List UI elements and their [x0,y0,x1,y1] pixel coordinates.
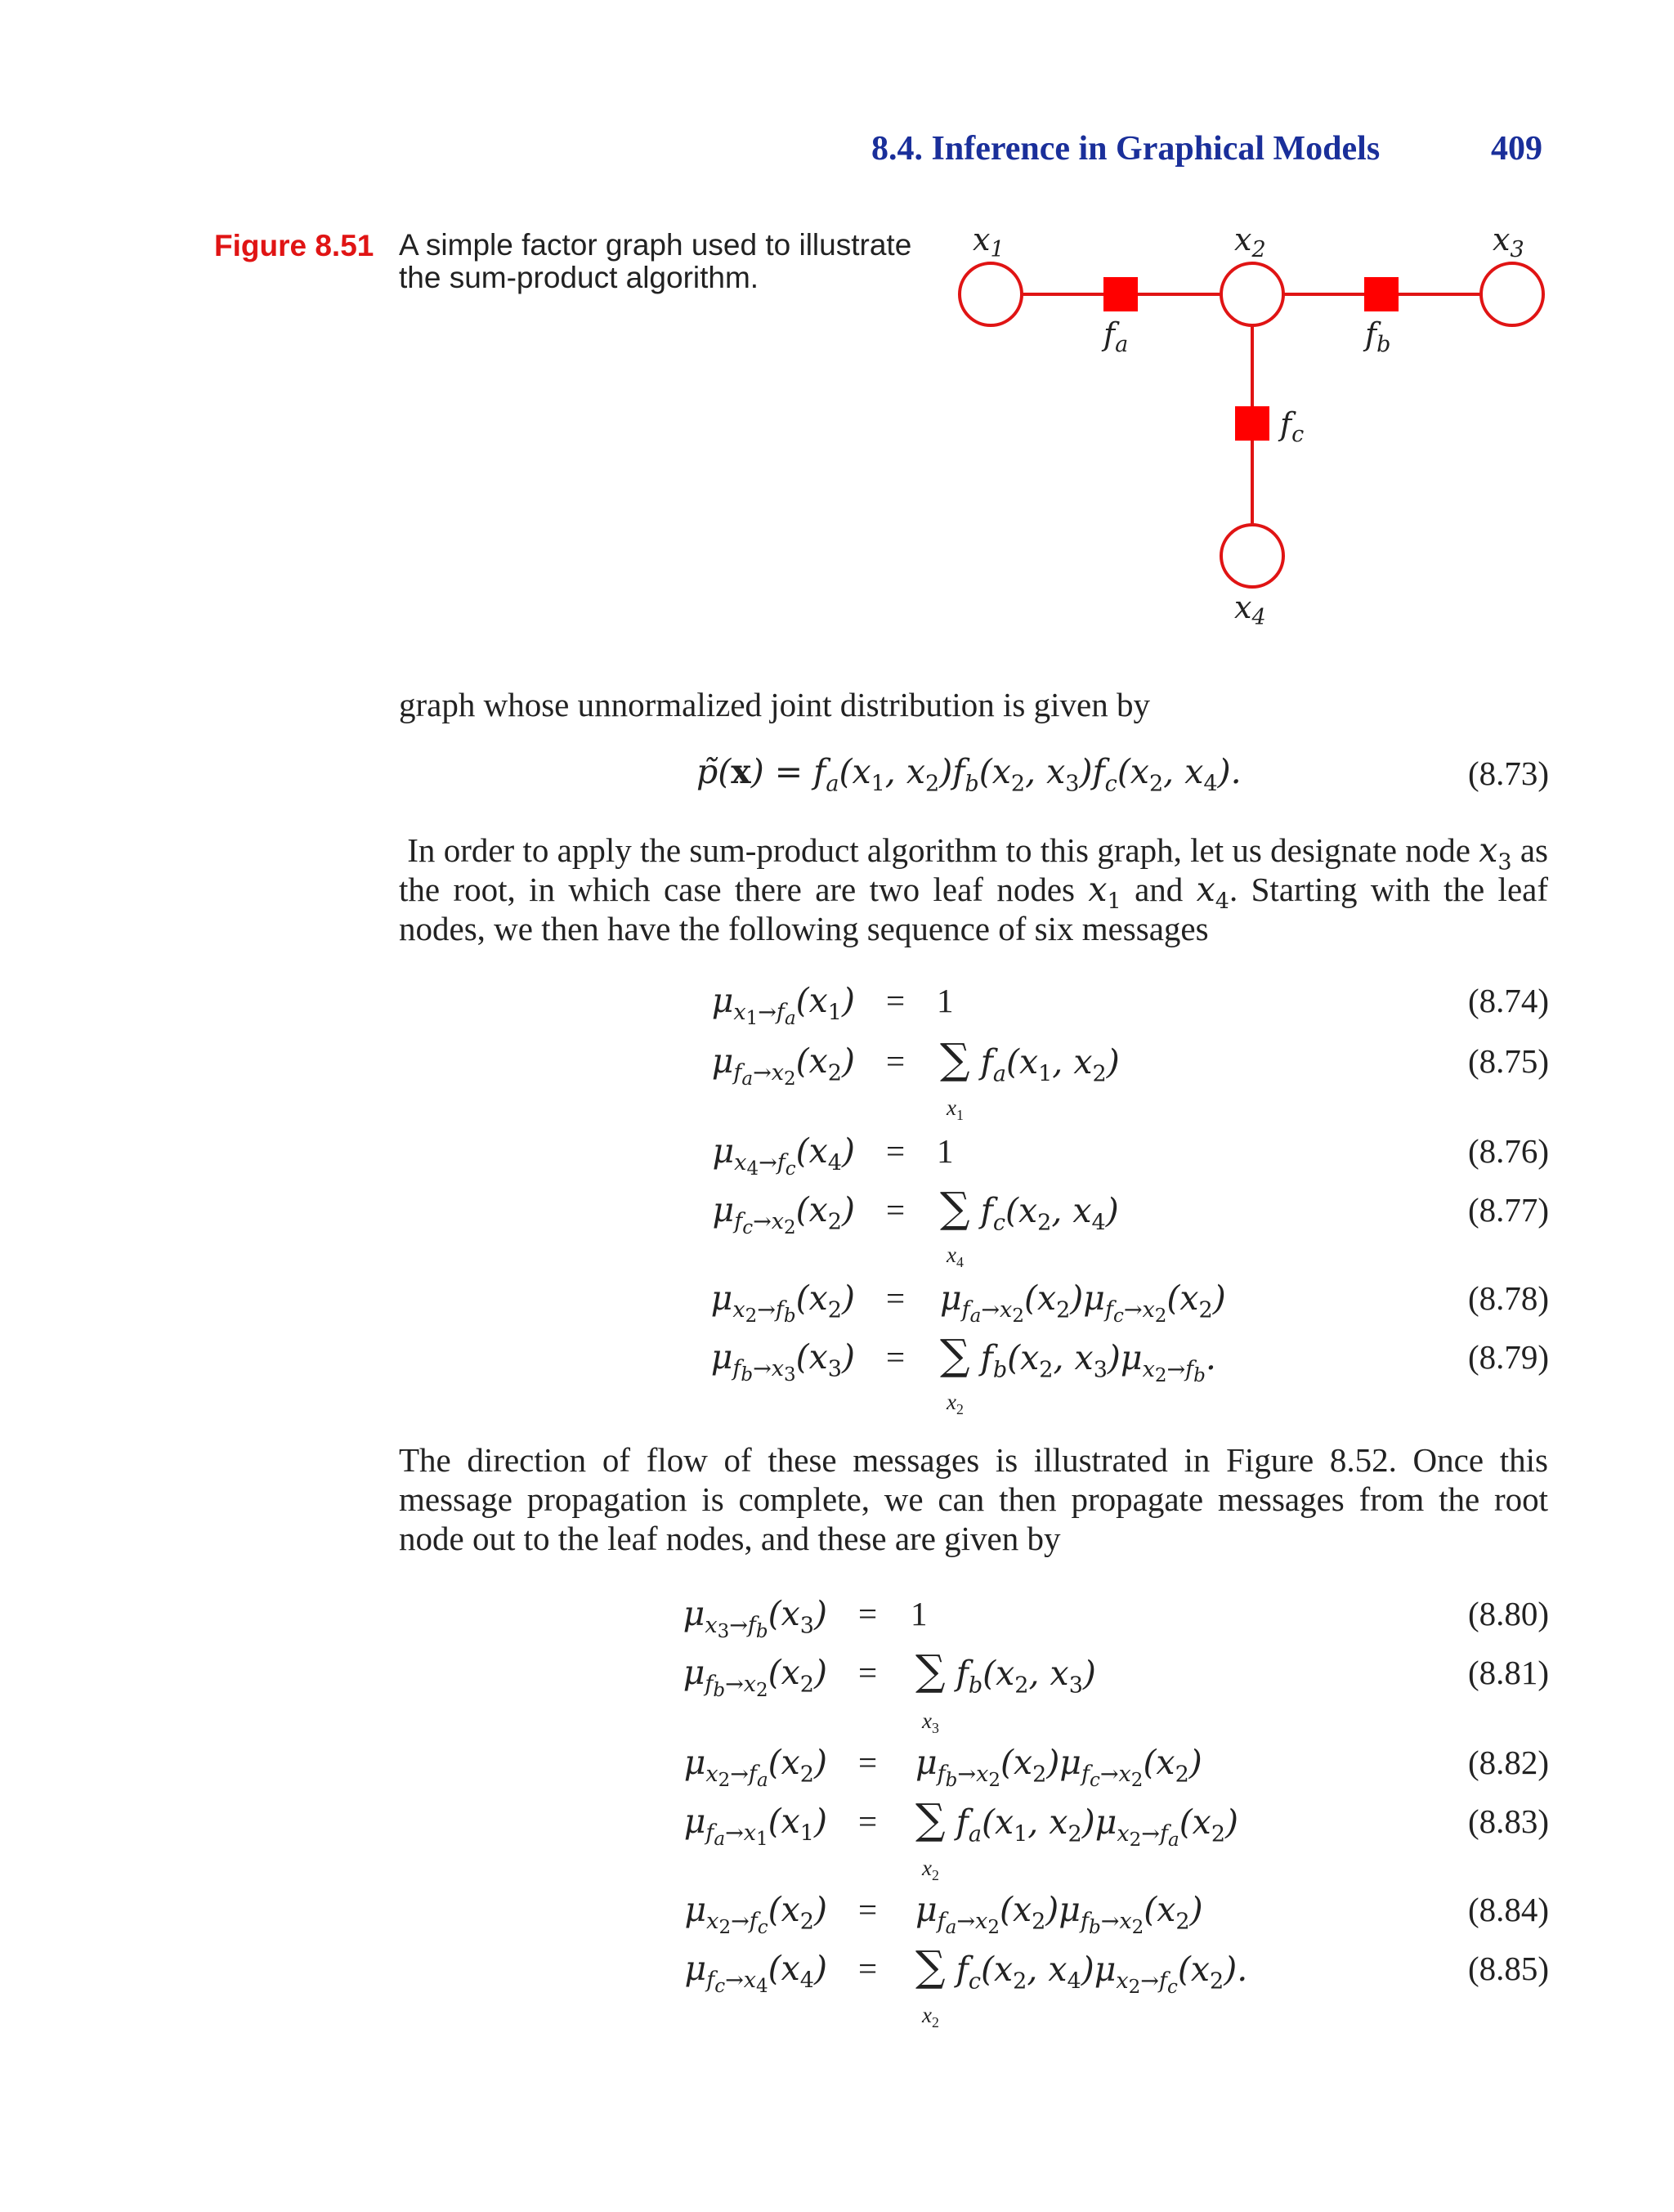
equation-number-8-84: (8.84) [1468,1891,1550,1928]
lhs-8-80: $\mu_{x_3\to f_b}(x_3)$ [683,1594,827,1643]
equation-number-8-80: (8.80) [1468,1595,1550,1632]
equation-8-73: p̃(x) = $f_a(x_1$, $x_2)f_b(x_2$, $x_3)f_c(x_2$, $x_4$). [696,752,1242,797]
label-x1: $x_1$ [973,222,1005,262]
lhs-8-85: $\mu_{f_c\to x_4}(x_4)$ [684,1949,827,1998]
sum-limit-x1: $x_1$ [947,1095,964,1124]
rhs-8-77: ∑ $f_c(x_2$, $x_4$) [940,1184,1119,1236]
equation-number-8-74: (8.74) [1468,982,1550,1019]
factor-node-fb [1364,277,1399,311]
label-fb: $f_b$ [1365,316,1391,357]
equals-sign: = [886,982,906,1019]
lhs-8-75: $\mu_{f_a\to x_2}(x_2)$ [711,1041,855,1090]
equation-number-8-75: (8.75) [1468,1042,1550,1080]
variable-node-x4 [1221,525,1283,587]
rhs-8-84: $\mu_{f_a\to x_2}(x_2)\mu_{f_b\to x_2}(x_2)$ [915,1890,1203,1939]
variable-node-x3 [1481,263,1543,325]
label-fc: $f_c$ [1280,406,1305,447]
figure-label: Figure 8.51 [214,229,374,262]
equals-sign: = [886,1338,906,1376]
variable-node-x2 [1221,263,1283,325]
lhs-8-84: $\mu_{x_2\to f_c}(x_2)$ [684,1890,827,1939]
lhs-8-82: $\mu_{x_2\to f_a}(x_2)$ [683,1743,827,1792]
rhs-8-81: ∑ $f_b(x_2$, $x_3$) [915,1646,1096,1699]
lhs-8-76: $\mu_{x_4\to f_c}(x_4)$ [712,1131,855,1180]
equation-number-8-76: (8.76) [1468,1132,1550,1170]
equals-sign: = [858,1654,878,1691]
label-x3: $x_3$ [1493,222,1524,262]
equals-sign: = [886,1279,906,1317]
sum-limit-x4: $x_4$ [947,1243,964,1271]
variable-node-x1 [960,263,1022,325]
sum-limit-x2: $x_2$ [922,2003,939,2031]
sum-limit-x2: $x_2$ [922,1856,939,1884]
paragraph-1: graph whose unnormalized joint distribution is given by [399,686,1150,723]
label-x4: $x_4$ [1234,589,1266,630]
equation-number-8-78: (8.78) [1468,1279,1550,1317]
lhs-8-79: $\mu_{f_b\to x_3}(x_3)$ [710,1337,855,1386]
equals-sign: = [886,1042,906,1080]
equation-number-8-77: (8.77) [1468,1191,1550,1229]
equation-number-8-73: (8.73) [1468,754,1550,792]
label-x2: $x_2$ [1234,222,1266,262]
rhs-8-83: ∑ $f_a(x_1$, $x_2)\mu_{x_2\to f_a}(x_2)$ [915,1795,1239,1852]
rhs-8-82: $\mu_{f_b\to x_2}(x_2)\mu_{f_c\to x_2}(x_2)$ [915,1743,1202,1792]
factor-node-fc [1235,406,1269,441]
rhs-8-79: ∑ $f_b(x_2$, $x_3)\mu_{x_2\to f_b}$. [940,1331,1216,1387]
lhs-8-83: $\mu_{f_a\to x_1}(x_1)$ [683,1802,827,1851]
lhs-8-77: $\mu_{f_c\to x_2}(x_2)$ [712,1190,855,1239]
factor-graph [940,213,1561,638]
equals-sign: = [886,1132,906,1170]
rhs-8-75: ∑ $f_a(x_1$, $x_2$) [940,1035,1120,1087]
running-head: 8.4. Inference in Graphical Models [871,130,1381,168]
sum-limit-x3: $x_3$ [922,1708,939,1737]
factor-node-fa [1103,277,1138,311]
equation-number-8-81: (8.81) [1468,1654,1550,1691]
lhs-8-81: $\mu_{f_b\to x_2}(x_2)$ [683,1653,827,1702]
paragraph-2: In order to apply the sum-product algorithm to this graph, let us designate node $x_3$ as the root, in which case there are two leaf nodes $x_1$ and $x_4$. Starting with the leaf nodes, we then have the following sequence of six messages [399,831,1548,947]
equals-sign: = [858,1802,878,1840]
label-fa: $f_a$ [1103,316,1129,357]
equals-sign: = [858,1595,878,1632]
equals-sign: = [858,1744,878,1781]
rhs-8-76: 1 [937,1132,954,1170]
lhs-8-78: $\mu_{x_2\to f_b}(x_2)$ [710,1278,855,1328]
rhs-8-74: 1 [937,982,954,1019]
equation-number-8-85: (8.85) [1468,1950,1550,1987]
rhs-8-78: $\mu_{f_a\to x_2}(x_2)\mu_{f_c\to x_2}(x_2)$ [940,1278,1226,1328]
equals-sign: = [858,1950,878,1987]
sum-limit-x2: $x_2$ [947,1390,964,1418]
page-number: 409 [1491,130,1542,168]
rhs-8-80: 1 [911,1595,928,1632]
lhs-8-74: $\mu_{x_1\to f_a}(x_1)$ [711,981,855,1030]
rhs-8-85: ∑ $f_c(x_2$, $x_4)\mu_{x_2\to f_c}(x_2)$. [915,1942,1248,1999]
equals-sign: = [886,1191,906,1229]
equals-sign: = [858,1891,878,1928]
figure-caption: A simple factor graph used to illustrate the sum-product algorithm. [399,228,912,294]
equation-number-8-82: (8.82) [1468,1744,1550,1781]
equation-number-8-83: (8.83) [1468,1802,1550,1840]
paragraph-3: The direction of flow of these messages is illustrated in Figure 8.52. Once this message propagation is complete, we can then propagate messages from the root node out to the leaf nodes, and these are given by [399,1441,1548,1557]
equation-number-8-79: (8.79) [1468,1338,1550,1376]
